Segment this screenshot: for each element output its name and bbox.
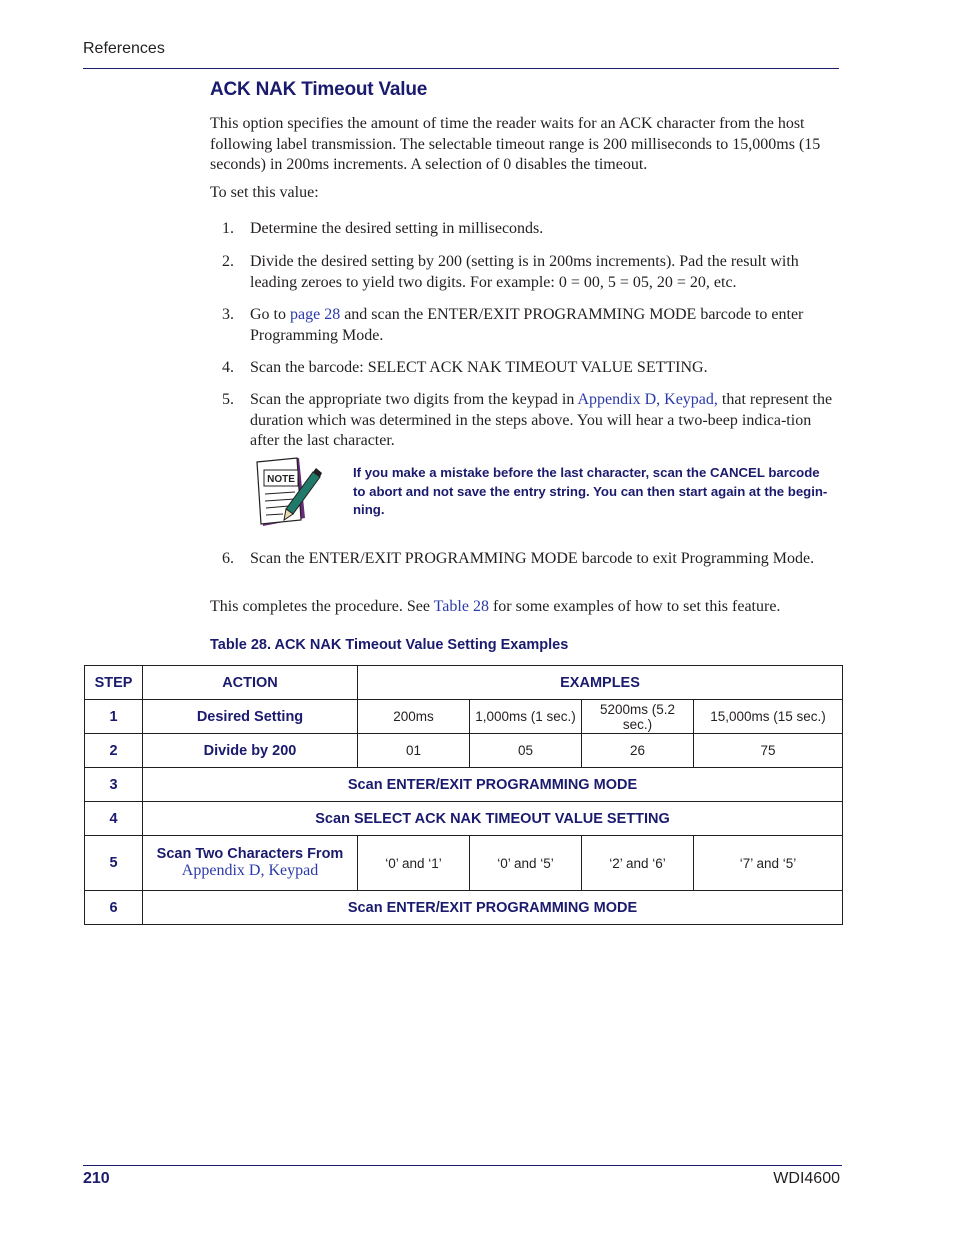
action-cell	[143, 836, 358, 891]
step-text: Determine the desired setting in milliseconds.	[250, 220, 544, 237]
note-icon-label: NOTE	[267, 474, 295, 485]
action-span-cell: Scan ENTER/EXIT PROGRAMMING MODE	[143, 768, 843, 802]
example-cell: ‘0’ and ‘5’	[470, 836, 582, 891]
table-row	[85, 802, 843, 836]
example-cell: ‘0’ and ‘1’	[358, 836, 470, 891]
step-cell: 6	[85, 891, 143, 925]
examples-table	[84, 665, 843, 925]
page-28-link[interactable]: page 28	[290, 306, 341, 323]
table-row	[85, 734, 843, 768]
example-cell: 15,000ms (15 sec.)	[694, 700, 843, 734]
header-examples: EXAMPLES	[358, 666, 843, 700]
example-cell: 5200ms (5.2 sec.)	[582, 700, 694, 734]
step-number: 4.	[222, 359, 234, 376]
table-row	[85, 836, 843, 891]
table-header-row	[85, 666, 843, 700]
example-cell: 1,000ms (1 sec.)	[470, 700, 582, 734]
action-cell: Desired Setting	[143, 700, 358, 734]
document-name: WDI4600	[773, 1170, 840, 1187]
table-row	[85, 891, 843, 925]
step-text: Scan the appropriate two digits from the keypad in Appendix D, Keypad, that represent the duration which was determined in the steps above. You will hear a two-beep indica-tion after the last character.	[250, 391, 833, 449]
example-cell: 200ms	[358, 700, 470, 734]
appendix-d-keypad-table-link[interactable]: Appendix D, Keypad	[181, 862, 319, 879]
action-cell: Divide by 200	[143, 734, 358, 768]
step-cell: 1	[85, 700, 143, 734]
step-cell: 4	[85, 802, 143, 836]
step-cell: 3	[85, 768, 143, 802]
intro-paragraph: This option specifies the amount of time the reader waits for an ACK character from the host following label transmission. The selectable timeout range is 200 milliseconds to 15,000ms (15 seconds) in 200ms increments. A selection of 0 disables the timeout.	[210, 115, 821, 173]
header-rule	[83, 68, 839, 69]
example-cell: 01	[358, 734, 470, 768]
example-cell: 75	[694, 734, 843, 768]
header-action: ACTION	[143, 666, 358, 700]
action-span-cell: Scan ENTER/EXIT PROGRAMMING MODE	[143, 891, 843, 925]
table-row	[85, 768, 843, 802]
table-28-link[interactable]: Table 28	[433, 598, 489, 615]
example-cell: ‘7’ and ‘5’	[694, 836, 843, 891]
step-number: 1.	[222, 220, 234, 237]
step-text: Scan the ENTER/EXIT PROGRAMMING MODE barcode to exit Programming Mode.	[250, 550, 815, 567]
step-cell: 5	[85, 836, 143, 891]
footer-rule	[83, 1165, 842, 1166]
step-cell: 2	[85, 734, 143, 768]
action-text: Scan Two Characters From	[156, 846, 344, 862]
completes-paragraph: This completes the procedure. See Table 28 for some examples of how to set this feature.	[210, 598, 781, 615]
action-span-cell: Scan SELECT ACK NAK TIMEOUT VALUE SETTING	[143, 802, 843, 836]
header-step: STEP	[85, 666, 143, 700]
example-cell: ‘2’ and ‘6’	[582, 836, 694, 891]
running-header: References	[83, 40, 165, 57]
example-cell: 05	[470, 734, 582, 768]
page-number: 210	[83, 1170, 110, 1187]
example-cell: 26	[582, 734, 694, 768]
step-number: 3.	[222, 306, 234, 323]
note-text: If you make a mistake before the last character, scan the CANCEL barcode to abort and not save the entry string. You can then start again at the begin-ning.	[353, 465, 828, 517]
step-number: 5.	[222, 391, 234, 408]
section-title: ACK NAK Timeout Value	[210, 79, 428, 100]
note-icon	[253, 456, 323, 528]
step-text: Scan the barcode: SELECT ACK NAK TIMEOUT VALUE SETTING.	[250, 359, 708, 376]
to-set-paragraph: To set this value:	[210, 184, 319, 201]
table-caption: Table 28. ACK NAK Timeout Value Setting Examples	[210, 637, 569, 653]
appendix-d-keypad-link[interactable]: Appendix D, Keypad,	[577, 391, 718, 408]
step-number: 6.	[222, 550, 234, 567]
step-text: Divide the desired setting by 200 (setting is in 200ms increments). Pad the result with leading zeroes to yield two digits. For example: 0 = 00, 5 = 05, 20 = 20, etc.	[250, 253, 799, 291]
step-text: Go to page 28 and scan the ENTER/EXIT PROGRAMMING MODE barcode to enter Programming Mode.	[250, 306, 804, 344]
table-row	[85, 700, 843, 734]
step-number: 2.	[222, 253, 234, 270]
